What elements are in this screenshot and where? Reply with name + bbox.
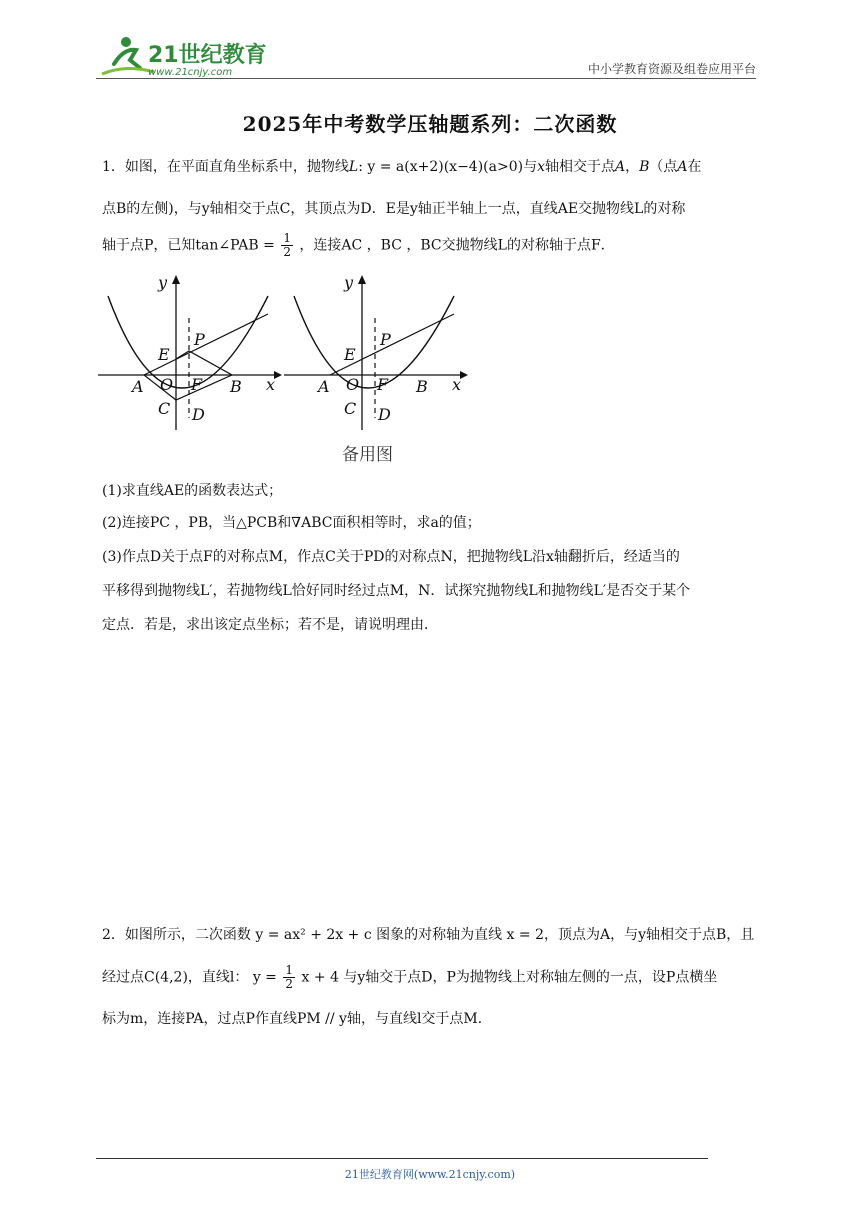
- q1-part3-line1: (3)作点D关于点F的对称点M，作点C关于PD的对称点N，把抛物线L沿x轴翻折后，经适当的: [102, 549, 680, 565]
- fig2-label-F: F: [377, 375, 389, 394]
- q2-line3: 标为m，连接PA，过点P作直线PM // y轴，与直线l交于点M．: [102, 1011, 492, 1027]
- fig2-label-O: O: [346, 375, 360, 394]
- q1-line3: 轴于点P，已知tan∠PAB = $\frac{1}{2}$ ，连接AC ，BC ，BC交抛物线L的对称轴于点F．: [102, 231, 615, 259]
- fig-label-B: B: [230, 377, 242, 396]
- q1-line2: 点B的左侧)，与y轴相交于点C，其顶点为D．E是y轴正半轴上一点，直线AE交抛物线L的对称: [102, 201, 686, 217]
- fig-label-A: A: [132, 377, 144, 396]
- fig2-label-A: A: [318, 377, 330, 396]
- fig-label-P: P: [194, 330, 205, 349]
- fig2-label-P: P: [380, 330, 391, 349]
- fig2-label-D: D: [378, 405, 391, 424]
- q2-line1: 2．如图所示，二次函数 y = ax² + 2x + c 图象的对称轴为直线 x = 2，顶点为A，与y轴相交于点B，且: [102, 927, 755, 943]
- fig-label-D: D: [192, 405, 205, 424]
- q1-part3-line3: 定点．若是，求出该定点坐标；若不是，请说明理由．: [102, 617, 438, 633]
- q1-part3-line2: 平移得到抛物线L′，若抛物线L恰好同时经过点M，N．试探究抛物线L和抛物线L′是否交于某个: [102, 583, 691, 599]
- fig-label-C: C: [158, 399, 171, 418]
- footer-divider: [96, 1158, 708, 1159]
- fig-label-E: E: [158, 345, 170, 364]
- header-divider: [96, 78, 756, 79]
- footer-link[interactable]: 21世纪教育网(www.21cnjy.com): [344, 1168, 516, 1181]
- fig2-label-x: x: [452, 375, 462, 394]
- fig-label-y: y: [158, 273, 168, 292]
- figure-main: [96, 270, 286, 439]
- page-title: 2025年中考数学压轴题系列：二次函数: [242, 112, 618, 136]
- header-platform-text: 中小学教育资源及组卷应用平台: [587, 62, 756, 76]
- fig2-label-C: C: [344, 399, 357, 418]
- site-logo: [96, 34, 266, 78]
- logo-text: 21世纪教育: [148, 43, 266, 68]
- fig2-label-y: y: [344, 273, 354, 292]
- q1-line1: 1．如图，在平面直角坐标系中，抛物线L: y = a(x+2)(x−4)(a>0)与x轴相交于点A，B（点A在: [102, 159, 702, 175]
- figure-caption: 备用图: [342, 445, 393, 465]
- q1-part2: (2)连接PC ，PB，当△PCB和∇ABC面积相等时，求a的值；: [102, 515, 481, 531]
- fig2-label-B: B: [416, 377, 428, 396]
- figure-spare: [282, 270, 472, 439]
- fig2-label-E: E: [344, 345, 356, 364]
- fraction-one-half: $\frac{1}{2}$: [283, 231, 291, 259]
- fig-label-F: F: [191, 375, 203, 394]
- fig-label-x: x: [266, 375, 276, 394]
- q2-fraction-one-half: $\frac{1}{2}$: [285, 963, 294, 991]
- fig-label-O: O: [160, 375, 174, 394]
- logo-url: www.21cnjy.com: [148, 67, 233, 78]
- q2-line2: 经过点C(4,2)，直线l： y = $\frac{1}{2}$ x + 4 与y轴交于点D，P为抛物线上对称轴左侧的一点，设P点横坐: [102, 963, 718, 991]
- q1-part1: (1)求直线AE的函数表达式；: [102, 483, 283, 499]
